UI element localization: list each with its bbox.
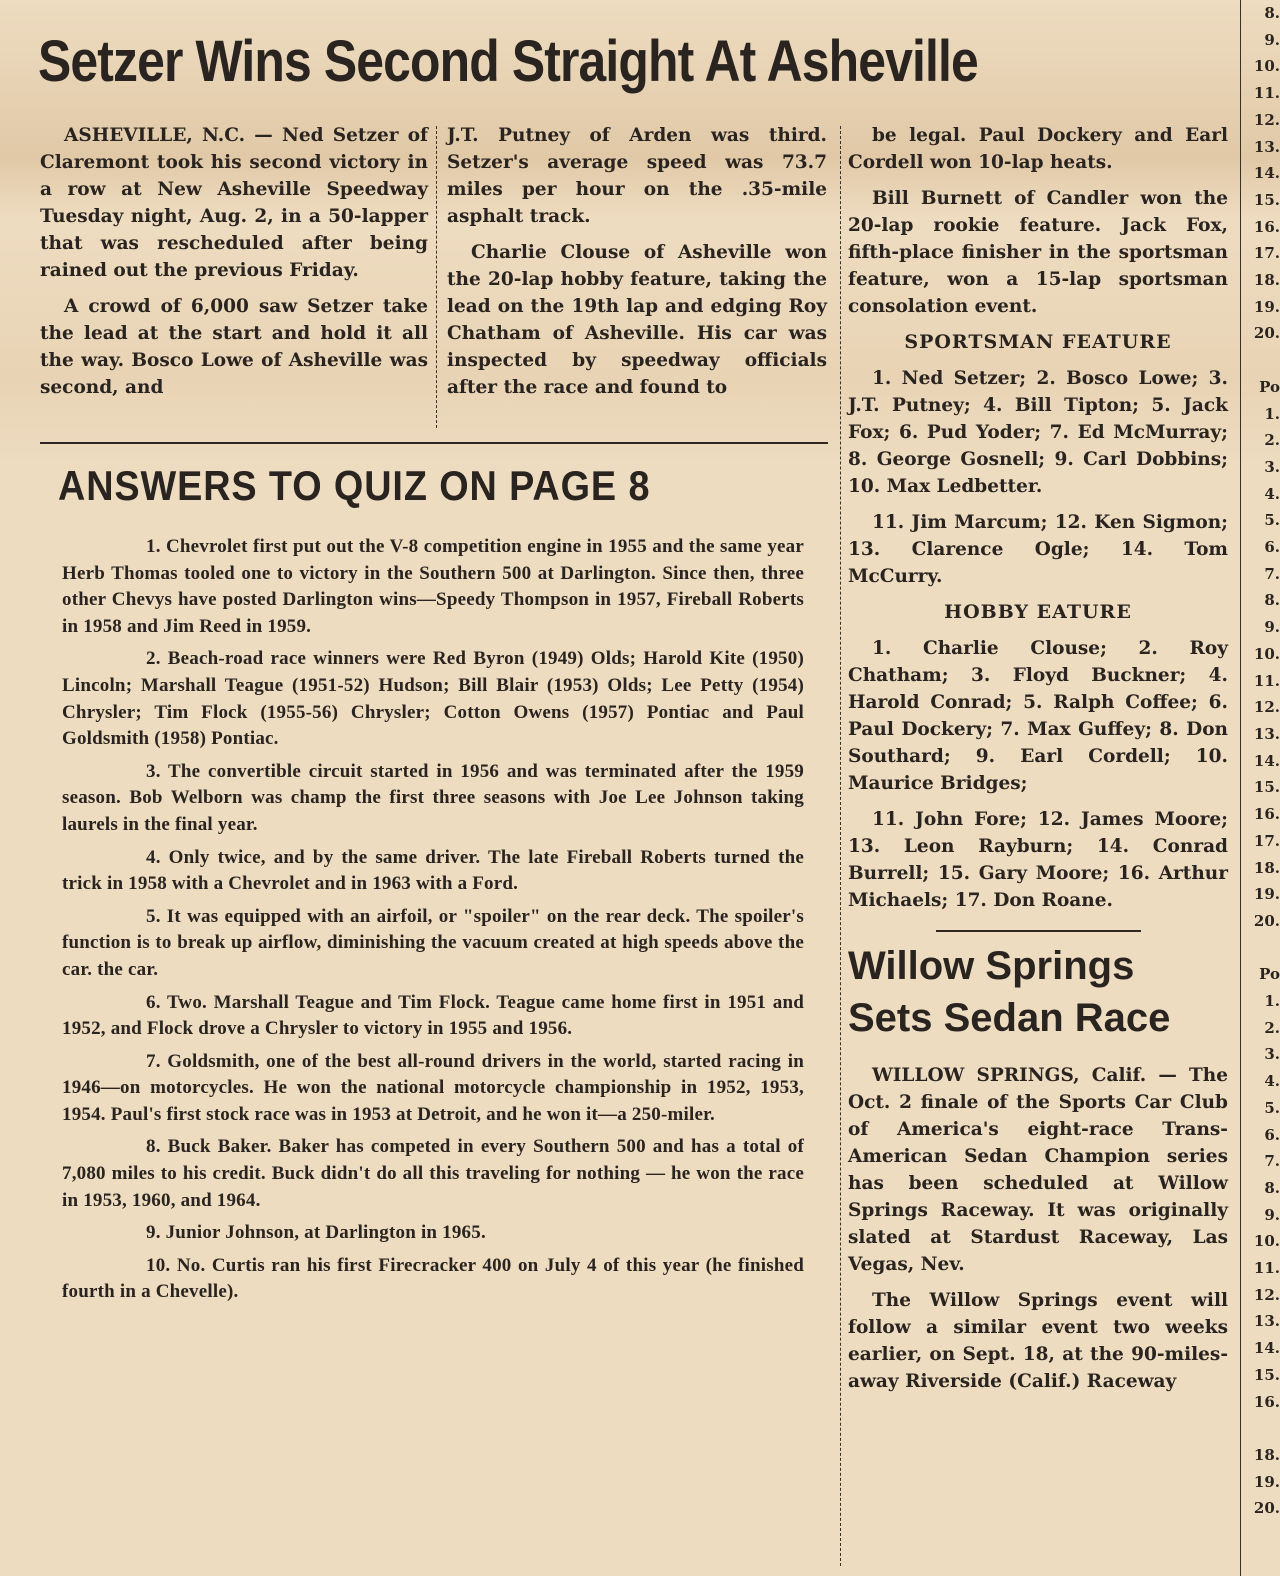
edge-list-item: 16. — [1253, 217, 1280, 236]
edge-list-item: 14. — [1253, 164, 1280, 183]
edge-list-item: 19. — [1253, 885, 1280, 904]
quiz-answer: 6. Two. Marshall Teague and Tim Flock. Teague came home first in 1951 and 1952, and Flock drove a Chrysler to victory in 1955 and 1956. — [62, 991, 804, 1040]
hobby-results: 1. Charlie Clouse; 2. Roy Chatham; 3. Floyd Buckner; 4. Harold Conrad; 5. Ralph Coffee; 6. Paul Dockery; 7. Max Guffey; 8. Don Southard; 9. Earl Cordell; 10. Maurice Bridges; — [848, 638, 1228, 794]
edge-list-item — [1248, 347, 1280, 374]
article-column-1 — [40, 122, 428, 410]
edge-list-item: 20. — [1253, 1499, 1280, 1518]
article-column-2 — [447, 122, 827, 410]
quiz-answer: 1. Chevrolet first put out the V-8 competition engine in 1955 and the same year Herb Thomas tooled one to victory in the Southern 500 at Darlington. Since then, three other Chevys have posted Darlington wins—Speedy Thompson in 1957, Fireball Roberts in 1958 and Jim Reed in 1959. — [62, 536, 804, 637]
article-paragraph: ASHEVILLE, N.C. — Ned Setzer of Claremont took his second victory in a row at New Asheville Speedway Tuesday night, Aug. 2, in a 50-lapper that was rescheduled after being rained out the previous Friday. — [40, 125, 428, 281]
quiz-answer: 9. Junior Johnson, at Darlington in 1965. — [146, 1222, 486, 1244]
edge-list-item: 20. — [1253, 324, 1280, 343]
edge-list-item: 10. — [1253, 57, 1280, 76]
edge-list-item: 8. — [1264, 4, 1280, 22]
edge-list-item: 8. — [1264, 1178, 1280, 1197]
edge-list-item: 20. — [1253, 911, 1280, 930]
edge-list-item: 1. — [1264, 404, 1280, 423]
edge-list-item: 16. — [1253, 805, 1280, 824]
article-paragraph: J.T. Putney of Arden was third. Setzer's average speed was 73.7 miles per hour on the .35-mile asphalt track. — [447, 125, 827, 227]
edge-list-item: 5. — [1264, 1098, 1280, 1117]
article-paragraph: WILLOW SPRINGS, Calif. — The Oct. 2 finale of the Sports Car Club of America's eight-race Trans-American Sedan Champion series has been scheduled at Willow Springs Raceway. It was originally slated at Stardust Raceway, Las Vegas, Nev. — [848, 1065, 1228, 1275]
hobby-results: 11. John Fore; 12. James Moore; 13. Leon Rayburn; 14. Conrad Burrell; 15. Gary Moore; 16. Arthur Michaels; 17. Don Roane. — [848, 809, 1228, 911]
edge-list-item: 10. — [1253, 644, 1280, 663]
edge-list-item: 11. — [1253, 1259, 1280, 1278]
edge-list-item: 18. — [1253, 271, 1280, 290]
article-column-3 — [848, 122, 1228, 1404]
edge-list-item: Po — [1259, 377, 1280, 396]
edge-list-item: 13. — [1253, 1312, 1280, 1331]
article-paragraph: The Willow Springs event will follow a similar event two weeks earlier, on Sept. 18, at the 90-miles-away Riverside (Calif.) Raceway — [848, 1290, 1228, 1392]
edge-list-item: 2. — [1264, 431, 1280, 450]
edge-list-item: 3. — [1264, 457, 1280, 476]
edge-list-item: 18. — [1253, 1445, 1280, 1464]
quiz-answer: 2. Beach-road race winners were Red Byron (1949) Olds; Harold Kite (1950) Lincoln; Marshall Teague (1951-52) Hudson; Bill Blair (1953) Olds; Lee Petty (1954) Chrysler; Tim Flock (1955-56) Chrysler; Cotton Owens (1957) Pontiac and Paul Goldsmith (1958) Pontiac. — [62, 648, 804, 750]
edge-list-item: 5. — [1264, 511, 1280, 530]
edge-list-item: 19. — [1253, 297, 1280, 316]
column-divider — [436, 126, 437, 428]
edge-list-item: 13. — [1253, 724, 1280, 743]
edge-list-item: 17. — [1253, 244, 1280, 263]
edge-list-item: 9. — [1264, 618, 1280, 637]
willow-springs-headline — [848, 940, 1228, 1044]
edge-list-item: 11. — [1253, 84, 1280, 103]
quiz-answer: 10. No. Curtis ran his first Firecracker 400 on July 4 of this year (he finished fourth in a Chevelle). — [62, 1254, 804, 1303]
edge-list-item: 15. — [1253, 778, 1280, 797]
edge-list-item: 11. — [1253, 671, 1280, 690]
article-paragraph: A crowd of 6,000 saw Setzer take the lead at the start and hold it all the way. Bosco Lowe of Asheville was second, and — [40, 296, 428, 398]
edge-list-item: 6. — [1264, 1125, 1280, 1144]
quiz-answer: 3. The convertible circuit started in 1956 and was terminated after the 1959 season. Bob Welborn was champ the first three seasons with Joe Lee Johnson taking laurels in the final year. — [62, 760, 804, 835]
quiz-answer: 8. Buck Baker. Baker has competed in every Southern 500 and has a total of 7,080 miles to his credit. Buck didn't do all this traveling for nothing — he won the race in 1953, 1960, and 1964. — [62, 1136, 804, 1211]
edge-list-item: 10. — [1253, 1232, 1280, 1251]
quiz-answer: 7. Goldsmith, one of the best all-round drivers in the world, started racing in 1946—on motorcycles. He won the national motorcycle championship in 1952, 1953, 1954. Paul's first stock race was in 1953 at Detroit, and he won it—a 250-miler. — [62, 1050, 804, 1125]
column-divider — [840, 126, 841, 1566]
hobby-feature-heading: HOBBY EATURE — [944, 601, 1132, 623]
edge-list-item: 16. — [1253, 1392, 1280, 1411]
edge-list-item: Po — [1259, 965, 1280, 984]
edge-list-item: 15. — [1253, 1365, 1280, 1384]
edge-list-item: 3. — [1264, 1045, 1280, 1064]
quiz-answers — [62, 534, 804, 1312]
article-paragraph: Charlie Clouse of Asheville won the 20-lap hobby feature, taking the lead on the 19th lap and edging Roy Chatham of Asheville. His car was inspected by speedway officials after the race and found to — [447, 242, 827, 398]
edge-list-item: 7. — [1264, 1152, 1280, 1171]
edge-list-item: 17. — [1253, 831, 1280, 850]
edge-list-item: 14. — [1253, 751, 1280, 770]
edge-list-item: 19. — [1253, 1472, 1280, 1491]
edge-list-item: 15. — [1253, 190, 1280, 209]
edge-list-item: 2. — [1264, 1018, 1280, 1037]
edge-list-item: 7. — [1264, 564, 1280, 583]
edge-list-item: 12. — [1253, 110, 1280, 129]
edge-list-item: 9. — [1264, 30, 1280, 49]
edge-list-item: 1. — [1264, 992, 1280, 1011]
edge-list-item: 12. — [1253, 698, 1280, 717]
quiz-title: ANSWERS TO QUIZ ON PAGE 8 — [58, 462, 651, 509]
edge-list-item: 14. — [1253, 1339, 1280, 1358]
article-paragraph: Bill Burnett of Candler won the 20-lap rookie feature. Jack Fox, fifth-place finisher in the sportsman feature, won a 15-lap sportsman consolation event. — [848, 188, 1228, 317]
edge-list-item: 12. — [1253, 1285, 1280, 1304]
adjacent-column-fragment — [1248, 0, 1280, 1522]
sportsman-results: 11. Jim Marcum; 12. Ken Sigmon; 13. Clarence Ogle; 14. Tom McCurry. — [848, 512, 1228, 587]
edge-list-item: 8. — [1264, 591, 1280, 610]
article-paragraph: be legal. Paul Dockery and Earl Cordell won 10-lap heats. — [848, 125, 1228, 173]
edge-list-item — [1248, 1415, 1280, 1442]
sportsman-feature-heading: SPORTSMAN FEATURE — [904, 331, 1172, 353]
quiz-answer: 4. Only twice, and by the same driver. The late Fireball Roberts turned the trick in 1958 with a Chevrolet and in 1963 with a Ford. — [62, 846, 804, 895]
edge-list-item: 4. — [1264, 1072, 1280, 1091]
page-edge-rule — [1240, 0, 1241, 1576]
section-divider — [936, 930, 1141, 932]
headline-line: Willow Springs — [848, 944, 1135, 988]
edge-list-item: 4. — [1264, 484, 1280, 503]
quiz-answer: 5. It was equipped with an airfoil, or "spoiler" on the rear deck. The spoiler's function is to break up airflow, diminishing the vacuum created at high speeds above the car. the car. — [62, 905, 804, 980]
edge-list-item: 18. — [1253, 858, 1280, 877]
edge-list-item: 9. — [1264, 1205, 1280, 1224]
edge-list-item: 6. — [1264, 538, 1280, 557]
edge-list-item — [1248, 935, 1280, 962]
headline: Setzer Wins Second Straight At Asheville — [38, 29, 978, 94]
section-divider — [40, 442, 828, 444]
sportsman-results: 1. Ned Setzer; 2. Bosco Lowe; 3. J.T. Putney; 4. Bill Tipton; 5. Jack Fox; 6. Pud Yoder; 7. Ed McMurray; 8. George Gosnell; 9. Carl Dobbins; 10. Max Ledbetter. — [848, 368, 1228, 497]
edge-list-item: 13. — [1253, 137, 1280, 156]
headline-line: Sets Sedan Race — [848, 996, 1171, 1040]
